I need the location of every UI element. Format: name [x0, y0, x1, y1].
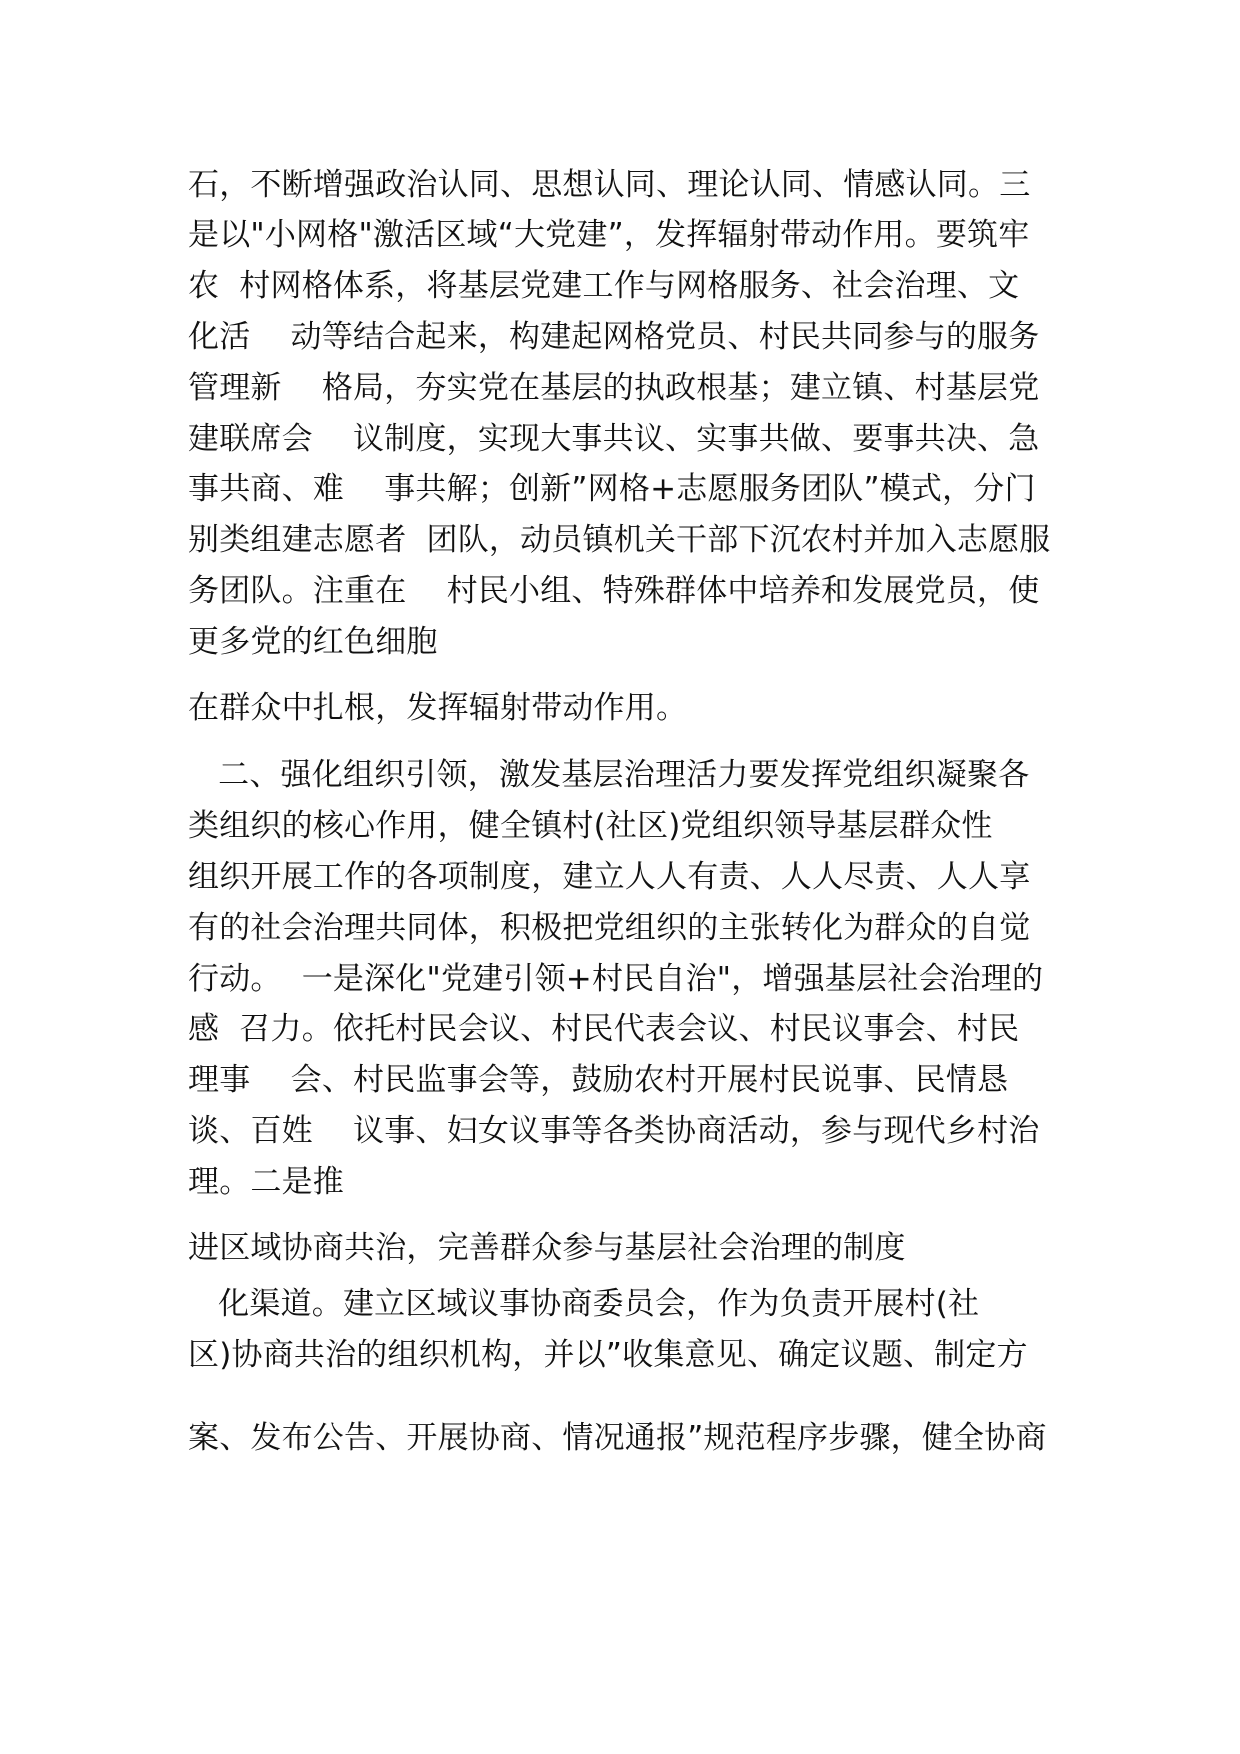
text-line: 二、强化组织引领，激发基层治理活力要发挥党组织凝聚各	[188, 757, 1030, 793]
text-line: 石，不断增强政治认同、思想认同、理论认同、情感认同。三	[188, 167, 1031, 203]
text-line: 区)协商共治的组织机构，并以”收集意见、确定议题、制定方	[188, 1337, 1028, 1373]
text-line: 农 村网格体系，将基层党建工作与网格服务、社会治理、文	[188, 268, 1020, 304]
text-line: 行动。 一是深化"党建引领+村民自治"，增强基层社会治理的	[188, 961, 1044, 997]
text-line: 组织开展工作的各项制度，建立人人有责、人人尽责、人人享	[188, 859, 1031, 895]
text-line: 有的社会治理共同体，积极把党组织的主张转化为群众的自觉	[188, 910, 1031, 946]
text-line: 建联席会 议制度，实现大事共议、实事共做、要事共决、急	[188, 421, 1040, 457]
text-line: 别类组建志愿者 团队，动员镇机关干部下沉农村并加入志愿服	[188, 522, 1051, 558]
text-line: 感 召力。依托村民会议、村民代表会议、村民议事会、村民	[188, 1011, 1020, 1047]
text-line: 类组织的核心作用，健全镇村(社区)党组织领导基层群众性	[188, 808, 993, 844]
text-line: 管理新 格局，夯实党在基层的执政根基；建立镇、村基层党	[188, 370, 1040, 406]
text-line: 进区域协商共治，完善群众参与基层社会治理的制度	[188, 1230, 906, 1266]
text-line: 更多党的红色细胞	[188, 624, 438, 660]
text-line: 案、发布公告、开展协商、情况通报”规范程序步骤，健全协商	[188, 1420, 1047, 1456]
text-line: 化活 动等结合起来，构建起网格党员、村民共同参与的服务	[188, 319, 1040, 355]
text-line: 务团队。注重在 村民小组、特殊群体中培养和发展党员，使	[188, 573, 1040, 609]
text-line: 事共商、难 事共解；创新”网格+志愿服务团队”模式，分门	[188, 471, 1036, 507]
text-line: 化渠道。建立区域议事协商委员会，作为负责开展村(社	[188, 1286, 980, 1322]
text-line: 谈、百姓 议事、妇女议事等各类协商活动，参与现代乡村治	[188, 1113, 1040, 1149]
text-line: 理事 会、村民监事会等，鼓励农村开展村民说事、民情恳	[188, 1062, 1009, 1098]
text-line: 在群众中扎根，发挥辐射带动作用。	[188, 690, 688, 726]
text-line: 是以"小网格"激活区域“大党建”，发挥辐射带动作用。要筑牢	[188, 217, 1030, 253]
text-line: 理。二是推	[188, 1164, 344, 1200]
